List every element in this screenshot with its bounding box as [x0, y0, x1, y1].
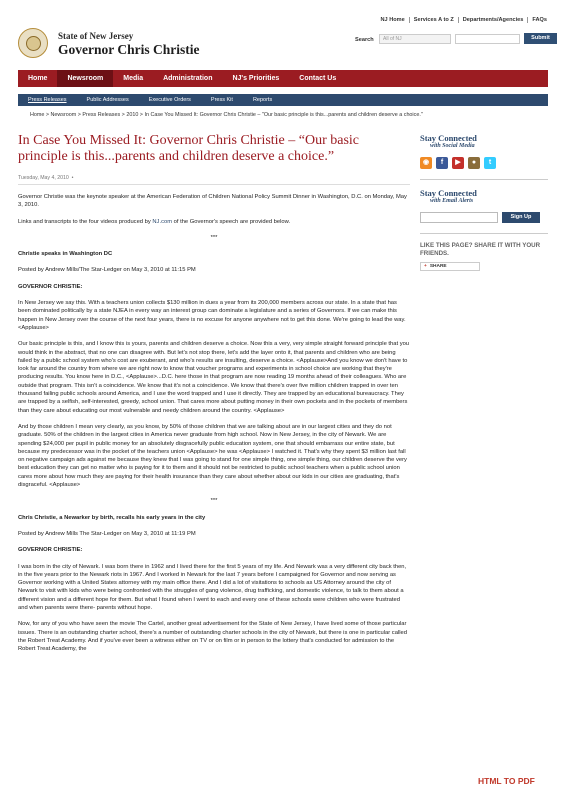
youtube-icon[interactable]: ▶ [452, 157, 464, 169]
nav-priorities[interactable]: NJ's Priorities [232, 75, 280, 82]
nav-media[interactable]: Media [123, 75, 144, 82]
subnav-press-releases[interactable]: Press Releases [28, 97, 67, 103]
section1-speaker: GOVERNOR CHRISTIE: [18, 283, 83, 290]
search-label: Search [355, 37, 374, 43]
submit-button[interactable]: Submit [524, 33, 557, 44]
flickr-icon[interactable]: ● [468, 157, 480, 169]
rss-icon[interactable]: ◉ [420, 157, 432, 169]
search-input[interactable] [455, 34, 520, 44]
links-note-pre: Links and transcripts to the four videos produced by [18, 218, 153, 225]
main-nav [18, 70, 548, 87]
share-prompt: LIKE THIS PAGE? SHARE IT WITH YOUR FRIENDS. [420, 233, 548, 258]
article-date: Tuesday, May 4, 2010 • [18, 175, 410, 185]
social-media-subheading: with Social Media [430, 143, 475, 149]
stay-connected-email-heading: Stay Connected [420, 188, 477, 198]
social-icons [420, 157, 548, 180]
share-plus-icon: + [424, 264, 427, 269]
section1-paragraph: And by those children I mean very clearly, as you know, by 50% of those children that we are talking about are in our largest cities and they do not graduate. 50% of the children in the largest cities in America never graduate from high school. Now in New Jersey, in the city of Newark. We are spending $24,000 per pupil in public money for an absolutely disgracefully public education system, one that should embarrass our entire state, but because my predecessor was in the pocket of the teachers union <Applause> he was <Applause> I watched it. That's why they spent $3 million last fall on negative campaign ads against me because they knew that I was going to stand for one simple thing, one simple thing, our children deserve the very best education they can get no matter who is paying for it to them and it should not be restricted to public school teachers when a public school union cares more about how much they are paying for their health insurance than they care about whether about our kids in our cities are graduating, that's disgraceful. <Applause> [18, 423, 407, 489]
share-label: SHARE [429, 264, 447, 269]
section1-paragraph: Our basic principle is this, and I know this is yours, parents and children deserve a choice. Now this a very, very simple straight forward principle that you would think in the abstract, that no one can disagree with. But let's not stop there, let's add the layer onto it, that parents and children who are being failed by a public school system who's cost are exuberant, and who's results are insulting, deserve a choice. <Applause>And you know we don't have to look far around the country from where we are right now to know that voucher programs and experiments in school choice are working that they're producing results. You know here in D.C., <Applause>...D.C. here those in that program are now reading 19 months ahead of their colleagues. Who are outside that program. This isn't a coincidence. We know that it's not a coincidence. We know that there's over five million children trapped in over ten thousand failing public schools around America, and I use the word trapped and I use it directly. They are trapped by an educational bureaucracy. They are trapped by a selfish, self-interested, greedy, school union. That cares more about putting money in their own pockets and in the pockets of members than they care about educating our most vulnerable and needy children around the country. <Applause> [18, 341, 410, 414]
separator: *** [210, 234, 218, 241]
facebook-icon[interactable]: f [436, 157, 448, 169]
state-seal-icon [18, 28, 48, 58]
subnav-reports[interactable]: Reports [252, 97, 273, 103]
section2-posted: Posted by Andrew Mills The Star-Ledger on May 3, 2010 at 11:19 PM [18, 530, 196, 537]
subnav-public-addresses[interactable]: Public Addresses [86, 97, 129, 103]
sign-up-button[interactable]: Sign Up [502, 212, 540, 223]
links-note-post: of the Governor's speech are provided below. [172, 218, 291, 225]
article-intro: Governor Christie was the keynote speaker at the American Federation of Children National Policy Summit Dinner in Washington, D.C. on Monday, May 3, 2010. [18, 194, 407, 209]
util-link-services[interactable]: Services A to Z [409, 17, 458, 23]
twitter-icon[interactable]: t [484, 157, 496, 169]
util-link-nj-home[interactable]: NJ Home [380, 17, 405, 23]
section2-speaker: GOVERNOR CHRISTIE: [18, 547, 83, 554]
email-field[interactable] [420, 212, 498, 223]
nav-contact[interactable]: Contact Us [299, 75, 337, 82]
state-name: State of New Jersey [58, 31, 134, 41]
article [18, 133, 410, 653]
sidebar [420, 133, 548, 271]
util-link-faqs[interactable]: FAQs [527, 17, 551, 23]
nav-administration[interactable]: Administration [163, 75, 213, 82]
section1-paragraph: In New Jersey we say this. With a teachers union collects $130 million in dues a year from its 200,000 members across our state. In a state that has been dominated politically by a state NJEA in every way an interest group can dominate a legislature and a series of Governors. If we can make this happen in New Jersey over the course of the next four years, there is no excuse for anyone anywhere not to get this done. We're going to lead the way. <Applause> [18, 300, 406, 331]
nav-home[interactable]: Home [28, 75, 48, 82]
sub-nav [18, 94, 548, 106]
section1-posted: Posted by Andrew Mills/The Star-Ledger on May 3, 2010 at 11:15 PM [18, 267, 196, 274]
section2-heading: Chris Christie, a Newarker by birth, recalls his early years in the city [18, 514, 206, 521]
share-button[interactable] [420, 262, 480, 271]
section2-paragraph: Now, for any of you who have seen the movie The Cartel, another great advertisement for the State of New Jersey, I have lived some of those particular issues. There is an outstanding charter school, there's a number of outstanding charter schools in the city of Newark, but there is one in particular called the Robert Treat Academy. And if you've ever been a witness either on TV or on film or in person to the lottery that's conducted for admission to the Robert Treat Academy, the [18, 621, 407, 653]
page-title: In Case You Missed It: Governor Chris Christie – “Our basic principle is this...parents and children deserve a choice.” [18, 133, 360, 164]
date-text: Tuesday, May 4, 2010 [18, 175, 69, 181]
section1-heading: Christie speaks in Washington DC [18, 251, 113, 258]
util-link-departments[interactable]: Departments/Agencies [458, 17, 528, 23]
search-scope-select[interactable]: All of NJ [379, 34, 451, 44]
breadcrumb[interactable]: Home > Newsroom > Press Releases > 2010 > In Case You Missed It: Governor Chris Christie – "Our basic principle is this...parents and children deserve a choice." [30, 112, 423, 118]
article-body [18, 193, 410, 653]
email-alerts-subheading: with Email Alerts [430, 198, 474, 204]
utility-nav [377, 17, 552, 23]
separator: *** [210, 498, 218, 505]
links-note [18, 218, 410, 226]
stay-connected-heading: Stay Connected [420, 133, 477, 143]
site-header [18, 26, 551, 62]
subnav-executive-orders[interactable]: Executive Orders [148, 97, 191, 103]
section2-paragraph: I was born in the city of Newark. I was born there in 1962 and I lived there for the first 5 years of my life. And Newark was a very different city back then, in the five years prior to the Newark riots in 1967. And I worked in Newark for the last 7 years before I campaigned for Governor and now serving as Governor working with a United States attorney with my main office there. And I did a lot of visitations to schools as US Attorney around the city of Newark to visit with kids who were being confronted with the struggles of gang violence, drug trafficking, and domestic violence, to talk to them about a different vision and a different hope for them. But what I found when I went to each and every one of these schools were children who were frustrated and when parents were there- parents without hope. [18, 563, 407, 611]
email-signup [420, 212, 548, 223]
nj-com-link[interactable]: NJ.com [152, 218, 173, 225]
nav-newsroom[interactable]: Newsroom [57, 70, 113, 87]
governor-name[interactable]: Governor Chris Christie [58, 42, 200, 57]
subnav-press-kit[interactable]: Press Kit [210, 97, 233, 103]
html-to-pdf-logo: HTML TO PDF [478, 776, 535, 786]
